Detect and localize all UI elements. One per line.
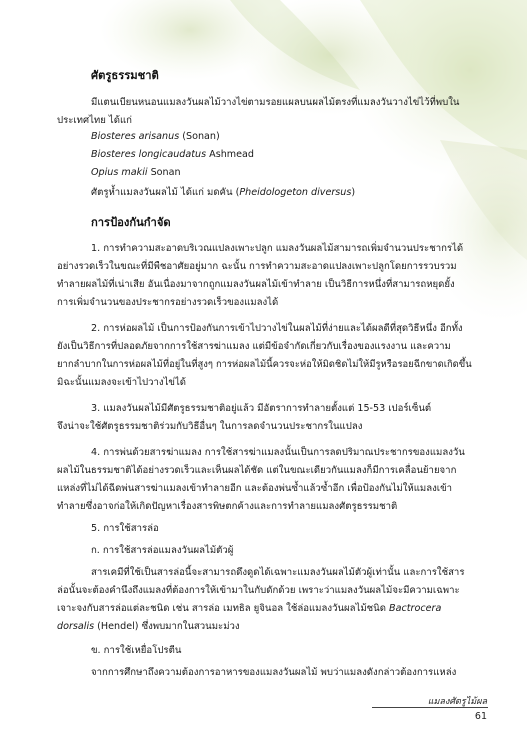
subsection-title: ข. การใช้เหยื่อโปรตีน <box>91 645 182 656</box>
paragraph-line: แหล่งที่ไม่ได้ฉีดพ่นสารฆ่าแมลงเข้าทำลายอีก และต้องพ่นซ้ำแล้วซ้ำอีก เพื่อป้องกันไม่ให้แมลงเข้า <box>57 483 453 494</box>
running-footer-title: แมลงศัตรูไม้ผล <box>427 697 487 707</box>
paragraph-line: จึงน่าจะใช้ศัตรูธรรมชาติร่วมกับวิธีอื่นๆ ในการลดจำนวนประชากรในแปลง <box>57 421 363 432</box>
paragraph-line: 2. การห่อผลไม้ เป็นการป้องกันการเข้าไปวางไข่ในผลไม้ที่ง่ายและได้ผลดีที่สุดวิธีหนึ่ง อีกทั้ง <box>91 323 463 334</box>
paragraph-line: ล่อนั้นจะต้องคำนึงถึงแมลงที่ต้องการให้เข้ามาในกับดักด้วย เพราะว่าแมลงวันผลไม้จะมีความเฉพาะ <box>57 585 460 596</box>
predator-species-name: Pheidologeton diversus <box>239 187 352 198</box>
paragraph-line: จากการศึกษาถึงความต้องการอาหารของแมลงวันผลไม้ พบว่าแมลงดังกล่าวต้องการแหล่ง <box>91 667 457 678</box>
paragraph-line: มีแตนเบียนหนอนแมลงวันผลไม้วางไข่ตามรอยแผลบนผลไม้ตรงที่แมลงวันวางไข่ไว้ที่พบใน <box>91 97 460 108</box>
paragraph-line: ผลไม้ในธรรมชาติได้อย่างรวดเร็วและเห็นผลได้ชัด แต่ในขณะเดียวกันแมลงก็มีการเคลื่อนย้ายจาก <box>57 465 457 476</box>
species-author: Sonan <box>147 167 181 178</box>
paragraph-line: เจาะจงกับสารล่อแต่ละชนิด เช่น สารล่อ เมทธิล ยูจินอล ใช้ล่อแมลงวันผลไม้ชนิด Bactrocera <box>57 603 442 614</box>
species-name: dorsalis <box>57 621 95 632</box>
paragraph-line: ยังเป็นวิธีการที่ปลอดภัยจากการใช้สารฆ่าแมลง แต่มีข้อจำกัดเกี่ยวกับเรื่องของแรงงาน และความ <box>57 341 451 352</box>
subsection-title: ก. การใช้สารล่อแมลงวันผลไม้ตัวผู้ <box>91 545 234 556</box>
paragraph-line: 3. แมลงวันผลไม้มีศัตรูธรรมชาติอยู่แล้ว มีอัตราการทำลายตั้งแต่ 15-53 เปอร์เซ็นต์ <box>91 403 432 414</box>
control-methods-heading: การป้องกันกำจัด <box>91 216 171 229</box>
species-author: Ashmead <box>206 149 255 160</box>
species-name: Opius makii <box>91 167 148 178</box>
paragraph-line: ทำลายซึ่งอาจก่อให้เกิดปัญหาเรื่องสารพิษตกค้างและการทำลายแมลงศัตรูธรรมชาติ <box>57 501 398 512</box>
paragraph-line: การเพิ่มจำนวนของประชากรอย่างรวดเร็วของแมลงได้ <box>57 297 279 308</box>
species-name: Bactrocera <box>389 603 442 614</box>
predator-line: ศัตรูห้ำแมลงวันผลไม้ ได้แก่ มดคัน (Pheidologeton diversus) <box>91 187 356 198</box>
species-name: Biosteres longicaudatus <box>91 149 207 160</box>
natural-enemies-heading: ศัตรูธรรมชาติ <box>91 69 159 82</box>
species-item <box>91 131 220 142</box>
paragraph-line: มิฉะนั้นแมลงจะเข้าไปวางไข่ได้ <box>57 377 187 388</box>
paragraph-line: ยากลำบากในการห่อผลไม้ที่อยู่ในที่สูงๆ การห่อผลไม้นี้ควรจะห่อให้มิดชิดไม่ให้มีรูหรือรอยฉีกขาดเกิดขึ้น <box>57 359 472 370</box>
paragraph-line: 1. การทำความสะอาดบริเวณแปลงเพาะปลูก แมลงวันผลไม้สามารถเพิ่มจำนวนประชากรได้ <box>91 243 464 254</box>
paragraph-line: ทำลายผลไม้ที่เน่าเสีย อันเนื่องมาจากถูกแมลงวันผลไม้เข้าทำลาย เป็นวิธีการหนึ่งที่สามารถหยุดยั้ง <box>57 279 455 290</box>
species-item <box>91 149 254 160</box>
species-author: (Sonan) <box>179 131 220 142</box>
paragraph-line: ประเทศไทย ได้แก่ <box>57 115 132 126</box>
footer-divider <box>372 707 488 708</box>
paragraph-line: 4. การพ่นด้วยสารฆ่าแมลง การใช้สารฆ่าแมลงนั้นเป็นการลดปริมาณประชากรของแมลงวัน <box>91 447 465 458</box>
paragraph-line: dorsalis (Hendel) ซึ่งพบมากในสวนมะม่วง <box>57 621 240 632</box>
paragraph-line: อย่างรวดเร็วในขณะที่มีพืชอาศัยอยู่มาก ฉะนั้น การทำความสะอาดแปลงเพาะปลูกโดยการรวบรวม <box>57 261 457 272</box>
species-item <box>91 167 181 178</box>
paragraph-line: สารเคมีที่ใช้เป็นสารล่อนี้จะสามารถดึงดูดได้เฉพาะแมลงวันผลไม้ตัวผู้เท่านั้น และการใช้สาร <box>91 567 465 578</box>
page-number: 61 <box>474 711 487 722</box>
subsection-title: 5. การใช้สารล่อ <box>91 523 159 534</box>
species-name: Biosteres arisanus <box>91 131 180 142</box>
